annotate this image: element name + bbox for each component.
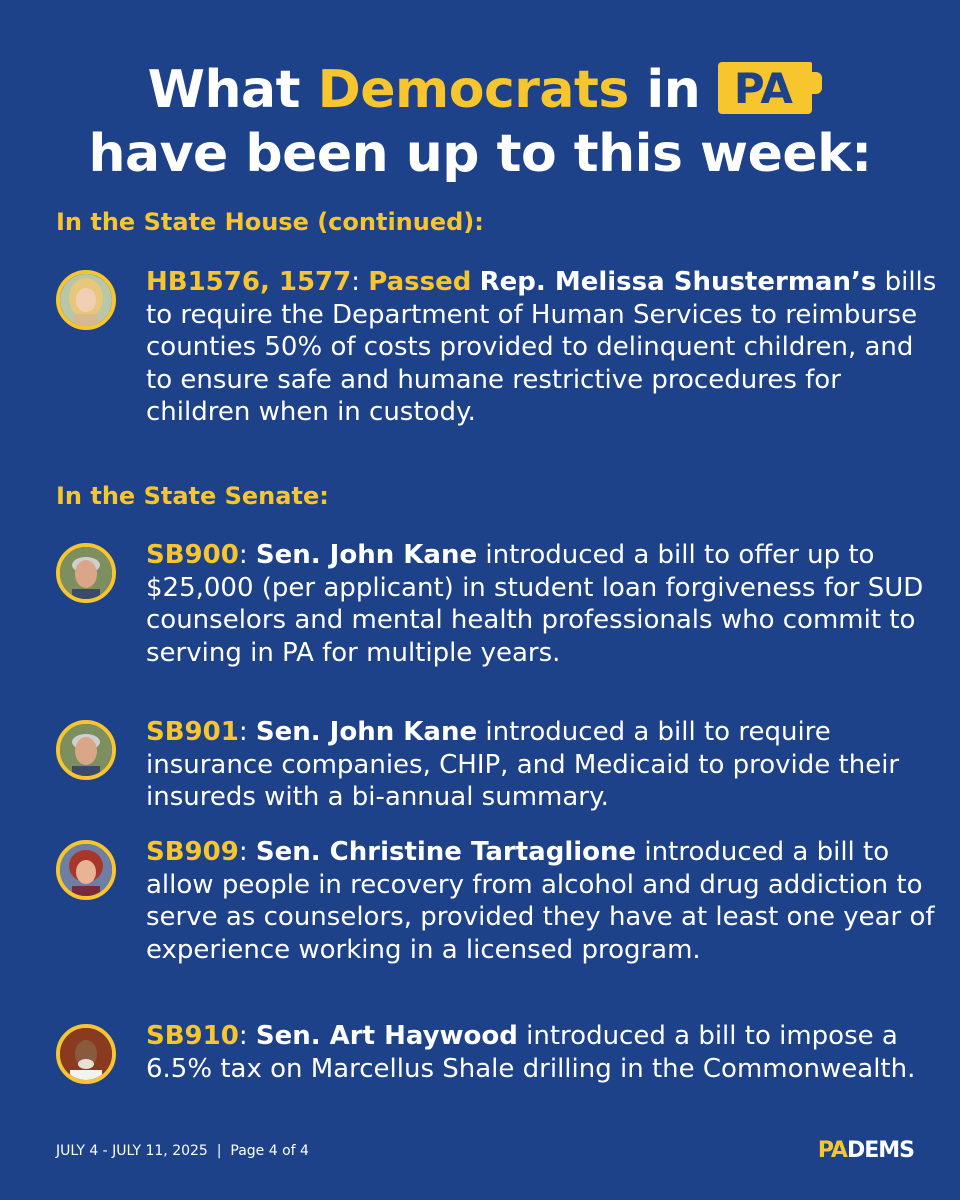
separator: : — [238, 717, 256, 747]
entry-text — [146, 266, 946, 429]
bill-number: SB901 — [146, 717, 239, 747]
entry-text — [146, 1020, 946, 1085]
padems-logo — [818, 1138, 914, 1163]
bill-number: HB1576, 1577 — [146, 267, 352, 297]
bill-number: SB900 — [146, 540, 239, 570]
separator: : — [238, 1021, 256, 1051]
portrait-older-man-icon — [56, 720, 116, 780]
entry-text — [146, 836, 946, 966]
separator: : — [351, 267, 369, 297]
logo-dems: DEMS — [846, 1138, 914, 1163]
bill-description: introduced a bill to impose a 6.5% tax on Marcellus Shale drilling in the Commonwealth. — [146, 1021, 916, 1084]
title-text-2: in — [628, 60, 718, 120]
pa-state-badge: PA — [718, 62, 812, 114]
portrait-older-man-icon — [56, 543, 116, 603]
separator: : — [238, 540, 256, 570]
title-text-1: What — [147, 60, 318, 120]
portrait-blonde-woman-icon — [56, 270, 116, 330]
portrait-red-haired-woman-icon — [56, 840, 116, 900]
entry-text — [146, 539, 946, 669]
section-heading-house: In the State House (continued): — [56, 208, 484, 236]
page-indicator: Page 4 of 4 — [230, 1143, 309, 1159]
portrait-bearded-man-icon — [56, 1024, 116, 1084]
logo-pa: PA — [817, 1138, 847, 1163]
footer-divider: | — [216, 1143, 222, 1159]
footer-dates — [56, 1143, 309, 1159]
entry-text — [146, 716, 946, 814]
title-accent: Democrats — [317, 60, 629, 120]
legislator-name: Rep. Melissa Shusterman’s — [479, 267, 877, 297]
title-line-2: have been up to this week: — [88, 124, 872, 184]
separator: : — [238, 837, 256, 867]
date-range: JULY 4 - JULY 11, 2025 — [56, 1143, 208, 1159]
legislator-name: Sen. Christine Tartaglione — [255, 837, 637, 867]
bill-description: bills to require the Department of Human Services to reimburse counties 50% of costs provided to delinquent children, and to ensure safe and humane restrictive procedures for children when in custody. — [146, 267, 937, 428]
bill-description: introduced a bill to allow people in recovery from alcohol and drug addiction to serve as counselors, provided they have at least one year of experience working in a licensed program. — [146, 837, 935, 965]
legislator-name: Sen. Art Haywood — [255, 1021, 518, 1051]
section-heading-senate: In the State Senate: — [56, 482, 329, 510]
bill-description: introduced a bill to require insurance companies, CHIP, and Medicaid to provide their insureds with a bi-annual summary. — [146, 717, 900, 813]
bill-number: SB909 — [146, 837, 239, 867]
page-title — [0, 58, 960, 186]
legislator-name: Sen. John Kane — [255, 717, 478, 747]
bill-number: SB910 — [146, 1021, 239, 1051]
bill-status: Passed — [368, 267, 472, 297]
bill-description: introduced a bill to offer up to $25,000 (per applicant) in student loan forgiveness for SUD counselors and mental health professionals who commit to serving in PA for multiple years. — [146, 540, 924, 668]
legislator-name: Sen. John Kane — [255, 540, 478, 570]
